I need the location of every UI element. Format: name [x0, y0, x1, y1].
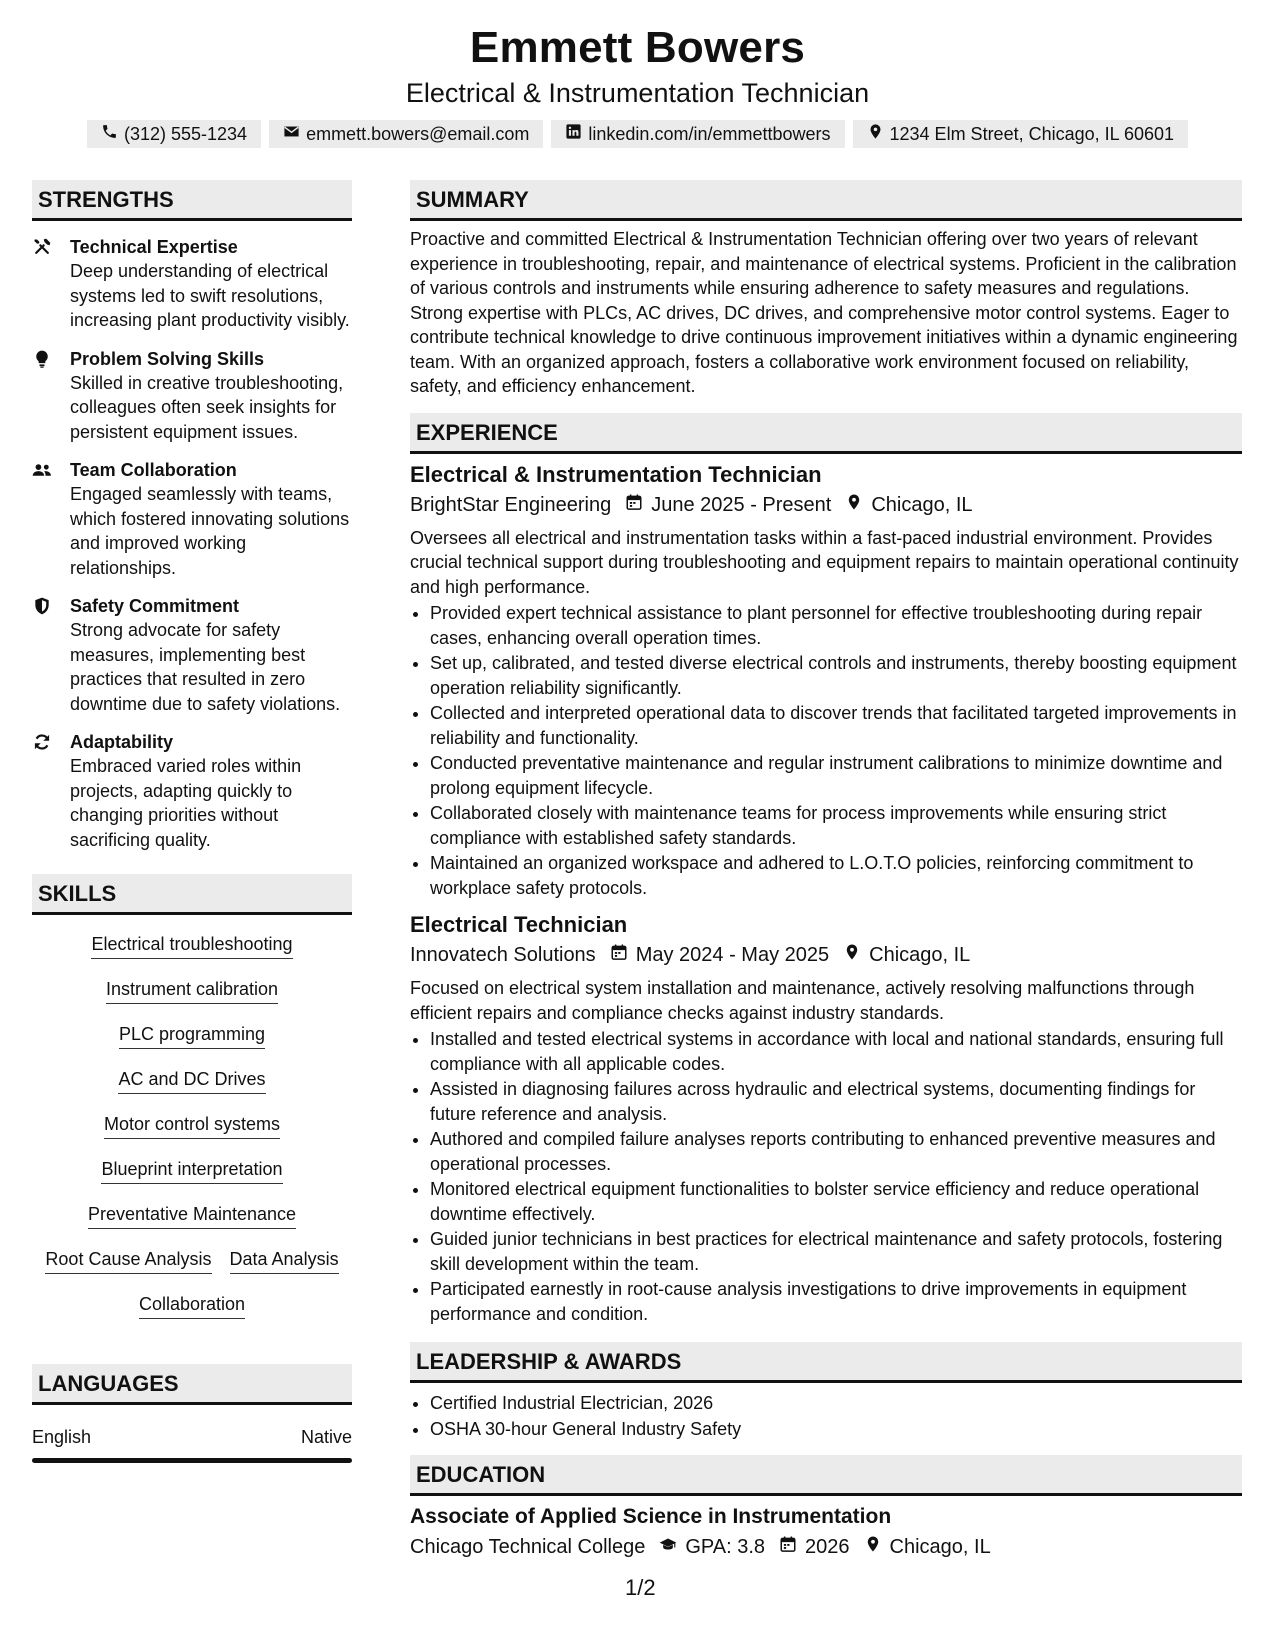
- strength-title: Adaptability: [70, 732, 174, 752]
- skill-tag: Motor control systems: [104, 1112, 280, 1139]
- address-text: 1234 Elm Street, Chicago, IL 60601: [889, 124, 1175, 144]
- strength-item: [32, 347, 352, 445]
- education-degree: Associate of Applied Science in Instrumentation: [410, 1505, 892, 1528]
- calendar-icon: [625, 490, 643, 520]
- users-icon: [32, 458, 70, 580]
- strength-desc: Engaged seamlessly with teams, which fostered innovating solutions and improved working relationships.: [70, 484, 350, 578]
- strength-item: [32, 594, 352, 716]
- calendar-icon: [779, 1532, 797, 1562]
- job-location: Chicago, IL: [871, 493, 973, 516]
- linkedin-chip[interactable]: [551, 120, 844, 148]
- job-dates: June 2025 - Present: [651, 493, 832, 516]
- list-item: • Authored and compiled failure analyses reports contributing to enhanced preventive measures and operational processes.: [430, 1127, 1242, 1176]
- skill-tag: Preventative Maintenance: [88, 1202, 296, 1229]
- languages-heading: LANGUAGES: [32, 1364, 352, 1405]
- summary-heading: SUMMARY: [410, 180, 1242, 221]
- job-description: Oversees all electrical and instrumentation tasks within a fast-paced industrial environment. Provides crucial technical support during troubleshooting and equipment repairs to maintain operational continuity and high performance.: [410, 527, 1239, 597]
- linkedin-text: linkedin.com/in/emmettbowers: [588, 124, 831, 144]
- skill-tag: Blueprint interpretation: [101, 1157, 282, 1184]
- job-entry: [410, 460, 1242, 901]
- map-pin-icon: [864, 1532, 882, 1562]
- job-meta: [410, 940, 1242, 970]
- skill-tag: PLC programming: [119, 1022, 265, 1049]
- list-item: • Participated earnestly in root-cause analysis investigations to drive improvements in equipment performance and condition.: [430, 1277, 1242, 1326]
- strength-title: Team Collaboration: [70, 460, 237, 480]
- list-item: • Set up, calibrated, and tested diverse electrical controls and instruments, thereby boosting equipment operation reliability significantly.: [430, 651, 1242, 700]
- experience-heading: EXPERIENCE: [410, 413, 1242, 454]
- job-meta: [410, 490, 1242, 520]
- skills-list: [32, 923, 352, 1328]
- phone-text: (312) 555-1234: [123, 124, 248, 144]
- map-pin-icon: [845, 490, 863, 520]
- phone-chip: [87, 120, 261, 148]
- map-pin-icon: [843, 940, 861, 970]
- strength-item: [32, 235, 352, 333]
- language-level: Native: [300, 1427, 352, 1447]
- language-item: [32, 1427, 352, 1448]
- linkedin-icon: [565, 120, 582, 148]
- job-dates: May 2024 - May 2025: [635, 944, 830, 966]
- list-item: • Maintained an organized workspace and adhered to L.O.T.O policies, reinforcing commitment to workplace safety protocols.: [430, 851, 1242, 900]
- list-item: • Assisted in diagnosing failures across hydraulic and electrical systems, documenting findings for future reference and analysis.: [430, 1077, 1242, 1126]
- skill-tag: Root Cause Analysis: [45, 1247, 211, 1274]
- list-item: • Monitored electrical equipment functionalities to bolster service efficiency and reduce operational downtime effectively.: [430, 1177, 1242, 1226]
- job-location: Chicago, IL: [869, 944, 971, 966]
- awards-heading: LEADERSHIP & AWARDS: [410, 1342, 1242, 1383]
- address-chip: [853, 120, 1189, 148]
- language-name: English: [32, 1427, 92, 1447]
- education-entry: [410, 1502, 1242, 1562]
- envelope-icon: [283, 120, 300, 148]
- candidate-name: Emmett Bowers: [469, 23, 806, 72]
- skill-tag: Electrical troubleshooting: [91, 932, 292, 959]
- list-item: • Provided expert technical assistance to plant personnel for effective troubleshooting during repair cases, enhancing overall operation times.: [430, 601, 1242, 650]
- job-title: Electrical & Instrumentation Technician: [410, 461, 822, 487]
- job-company: BrightStar Engineering: [410, 493, 612, 516]
- candidate-title: Electrical & Instrumentation Technician: [405, 78, 870, 108]
- skill-tag: AC and DC Drives: [118, 1067, 265, 1094]
- strengths-heading: STRENGTHS: [32, 180, 352, 221]
- education-meta: [410, 1532, 1242, 1562]
- list-item: • Collaborated closely with maintenance teams for process improvements while ensuring strict compliance with established safety standards.: [430, 801, 1242, 850]
- education-location: Chicago, IL: [889, 1536, 991, 1558]
- list-item: • Guided junior technicians in best practices for electrical maintenance and safety protocols, fostering skill development within the team.: [430, 1227, 1242, 1276]
- strength-desc: Skilled in creative troubleshooting, colleagues often seek insights for persistent equipment issues.: [70, 372, 344, 442]
- shield-icon: [32, 594, 70, 716]
- email-chip[interactable]: [269, 120, 543, 148]
- job-bullets: [410, 1027, 1242, 1326]
- refresh-icon: [32, 730, 70, 852]
- education-year: 2026: [805, 1536, 850, 1558]
- strength-title: Technical Expertise: [70, 237, 238, 257]
- education-school: Chicago Technical College: [410, 1536, 646, 1558]
- list-item: • Installed and tested electrical systems in accordance with local and national standards, ensuring full compliance with all applicable codes.: [430, 1027, 1242, 1076]
- strength-item: [32, 730, 352, 852]
- right-column: [410, 180, 1242, 1562]
- education-gpa: GPA: 3.8: [685, 1536, 766, 1558]
- tools-icon: [32, 235, 70, 333]
- strength-desc: Strong advocate for safety measures, implementing best practices that resulted in zero downtime due to safety violations.: [70, 620, 341, 714]
- job-bullets: [410, 601, 1242, 900]
- job-title: Electrical Technician: [410, 912, 628, 937]
- education-heading: EDUCATION: [410, 1455, 1242, 1496]
- summary-text: Proactive and committed Electrical & Instrumentation Technician offering over two years of relevant experience in troubleshooting, repair, and maintenance of electrical systems. Proficient in the calibration of various controls and instruments while ensuring adherence to safety measures and regulations. Strong expertise with PLCs, AC drives, DC drives, and comprehensive motor control systems. Eager to contribute technical knowledge to drive continuous improvement initiatives within a dynamic engineering team. With an organized approach, fosters a collaborative work environment focused on reliability, safety, and efficiency enhancement.: [410, 229, 1238, 396]
- contact-bar: [0, 120, 1275, 148]
- job-entry: [410, 910, 1242, 1326]
- strength-item: [32, 458, 352, 580]
- list-item: • OSHA 30-hour General Industry Safety: [430, 1417, 1242, 1442]
- skills-heading: SKILLS: [32, 874, 352, 915]
- graduation-cap-icon: [659, 1532, 677, 1562]
- list-item: • Conducted preventative maintenance and regular instrument calibrations to minimize downtime and prolong equipment lifecycle.: [430, 751, 1242, 800]
- job-company: Innovatech Solutions: [410, 944, 596, 966]
- awards-list: [410, 1391, 1242, 1441]
- resume-header: [0, 0, 1275, 148]
- strength-title: Safety Commitment: [70, 596, 240, 616]
- map-pin-icon: [867, 120, 884, 148]
- list-item: • Collected and interpreted operational data to discover trends that facilitated targeted improvements in reliability and functionality.: [430, 701, 1242, 750]
- strength-title: Problem Solving Skills: [70, 348, 265, 369]
- skill-tag: Data Analysis: [230, 1247, 339, 1274]
- calendar-icon: [610, 940, 628, 970]
- skill-tag: Instrument calibration: [106, 977, 278, 1004]
- job-description: Focused on electrical system installation and maintenance, actively resolving malfunctions through efficient repairs and compliance checks against industry standards.: [410, 978, 1195, 1023]
- lightbulb-icon: [32, 347, 70, 445]
- phone-icon: [101, 120, 118, 148]
- skill-tag: Collaboration: [139, 1292, 245, 1319]
- strength-desc: Deep understanding of electrical systems led to swift resolutions, increasing plant productivity visibly.: [70, 261, 350, 330]
- strength-desc: Embraced varied roles within projects, adapting quickly to changing priorities without sacrificing quality.: [70, 756, 302, 850]
- list-item: • Certified Industrial Electrician, 2026: [430, 1391, 1242, 1416]
- page-number: 1/2: [625, 1575, 656, 1600]
- language-proficiency-bar: [32, 1458, 352, 1463]
- left-column: [32, 180, 352, 1463]
- email-text: emmett.bowers@email.com: [306, 124, 530, 144]
